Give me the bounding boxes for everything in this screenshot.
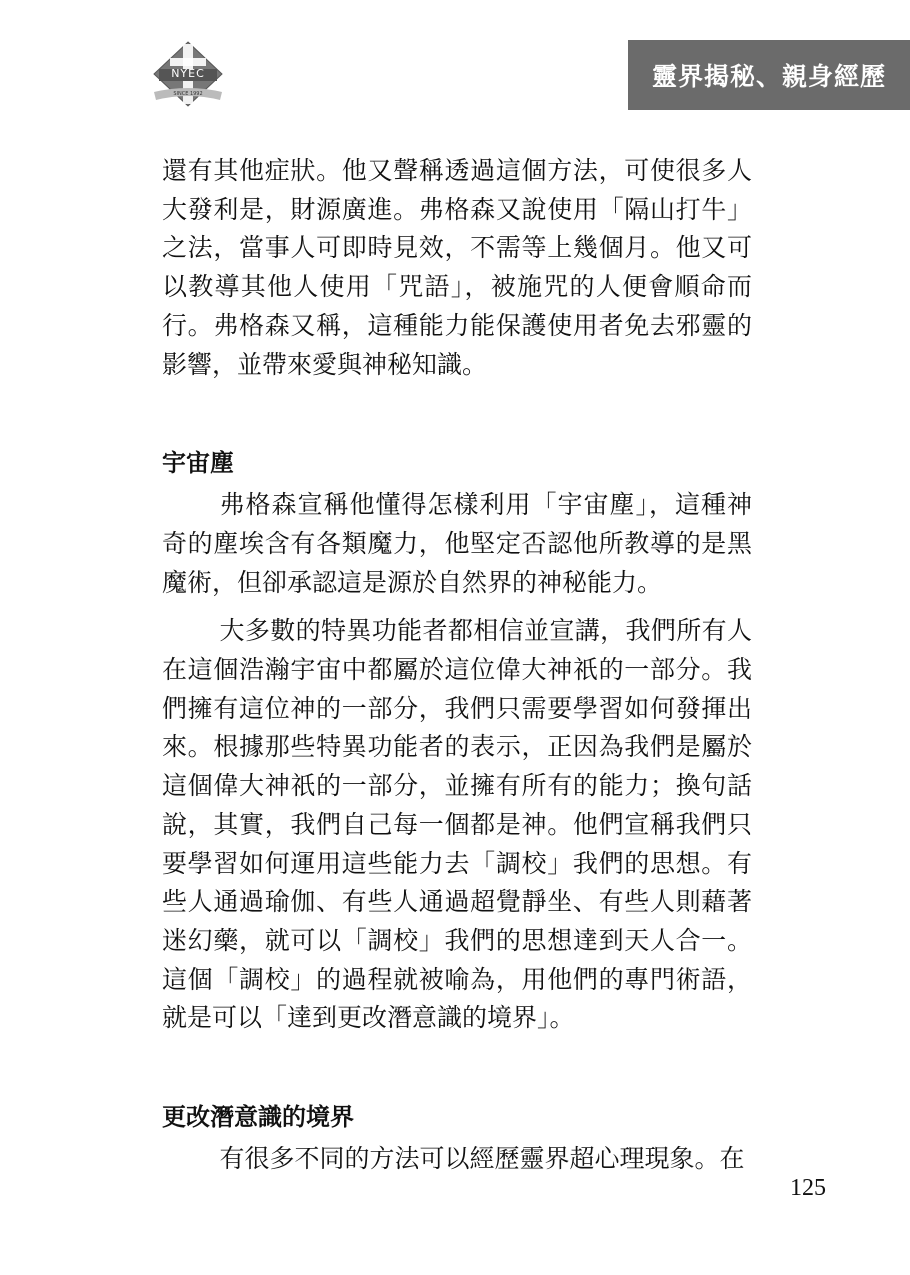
paragraph-4: 有很多不同的方法可以經歷靈界超心理現象。在 — [219, 1144, 745, 1174]
section-heading-cosmic-dust: 宇宙塵 — [162, 449, 234, 478]
paragraph-1: 還有其他症狀。他又聲稱透過這個方法，可使很多人大發利是，財源廣進。弗格森又說使用「隔山打牛」之法，當事人可即時見效，不需等上幾個月。他又可以教導其他人使用「咒語」，被施咒的人便會順命而行。弗格森又稱，這種能力能保護使用者免去邪靈的影響，並帶來愛與神秘知識。 — [162, 156, 752, 379]
logo-subtext: SINCE 1992 — [173, 91, 203, 97]
page-body — [162, 152, 752, 1179]
logo-text: NYEC — [171, 67, 205, 80]
page-number: 125 — [790, 1175, 826, 1201]
paragraph-3: 大多數的特異功能者都相信並宣講，我們所有人在這個浩瀚宇宙中都屬於這位偉大神祇的一部分。我們擁有這位神的一部分，我們只需要學習如何發揮出來。根據那些特異功能者的表示，正因為我們是屬於這個偉大神祇的一部分，並擁有所有的能力；換句話說，其實，我們自己每一個都是神。他們宣稱我們只要學習如何運用這些能力去「調校」我們的思想。有些人通過瑜伽、有些人通過超覺靜坐、有些人則藉著迷幻藥，就可以「調校」我們的思想達到天人合一。這個「調校」的過程就被喻為，用他們的專門術語，就是可以「達到更改潛意識的境界」。 — [162, 616, 752, 1033]
section-heading-altered-consciousness: 更改潛意識的境界 — [162, 1103, 354, 1132]
paragraph-2: 弗格森宣稱他懂得怎樣利用「宇宙塵」，這種神奇的塵埃含有各類魔力，他堅定否認他所教導的是黑魔術，但卻承認這是源於自然界的神秘能力。 — [162, 490, 752, 597]
chapter-title: 靈界揭秘、親身經歷 — [651, 62, 886, 91]
nyec-logo — [150, 40, 226, 108]
chapter-title-tab — [628, 40, 910, 110]
